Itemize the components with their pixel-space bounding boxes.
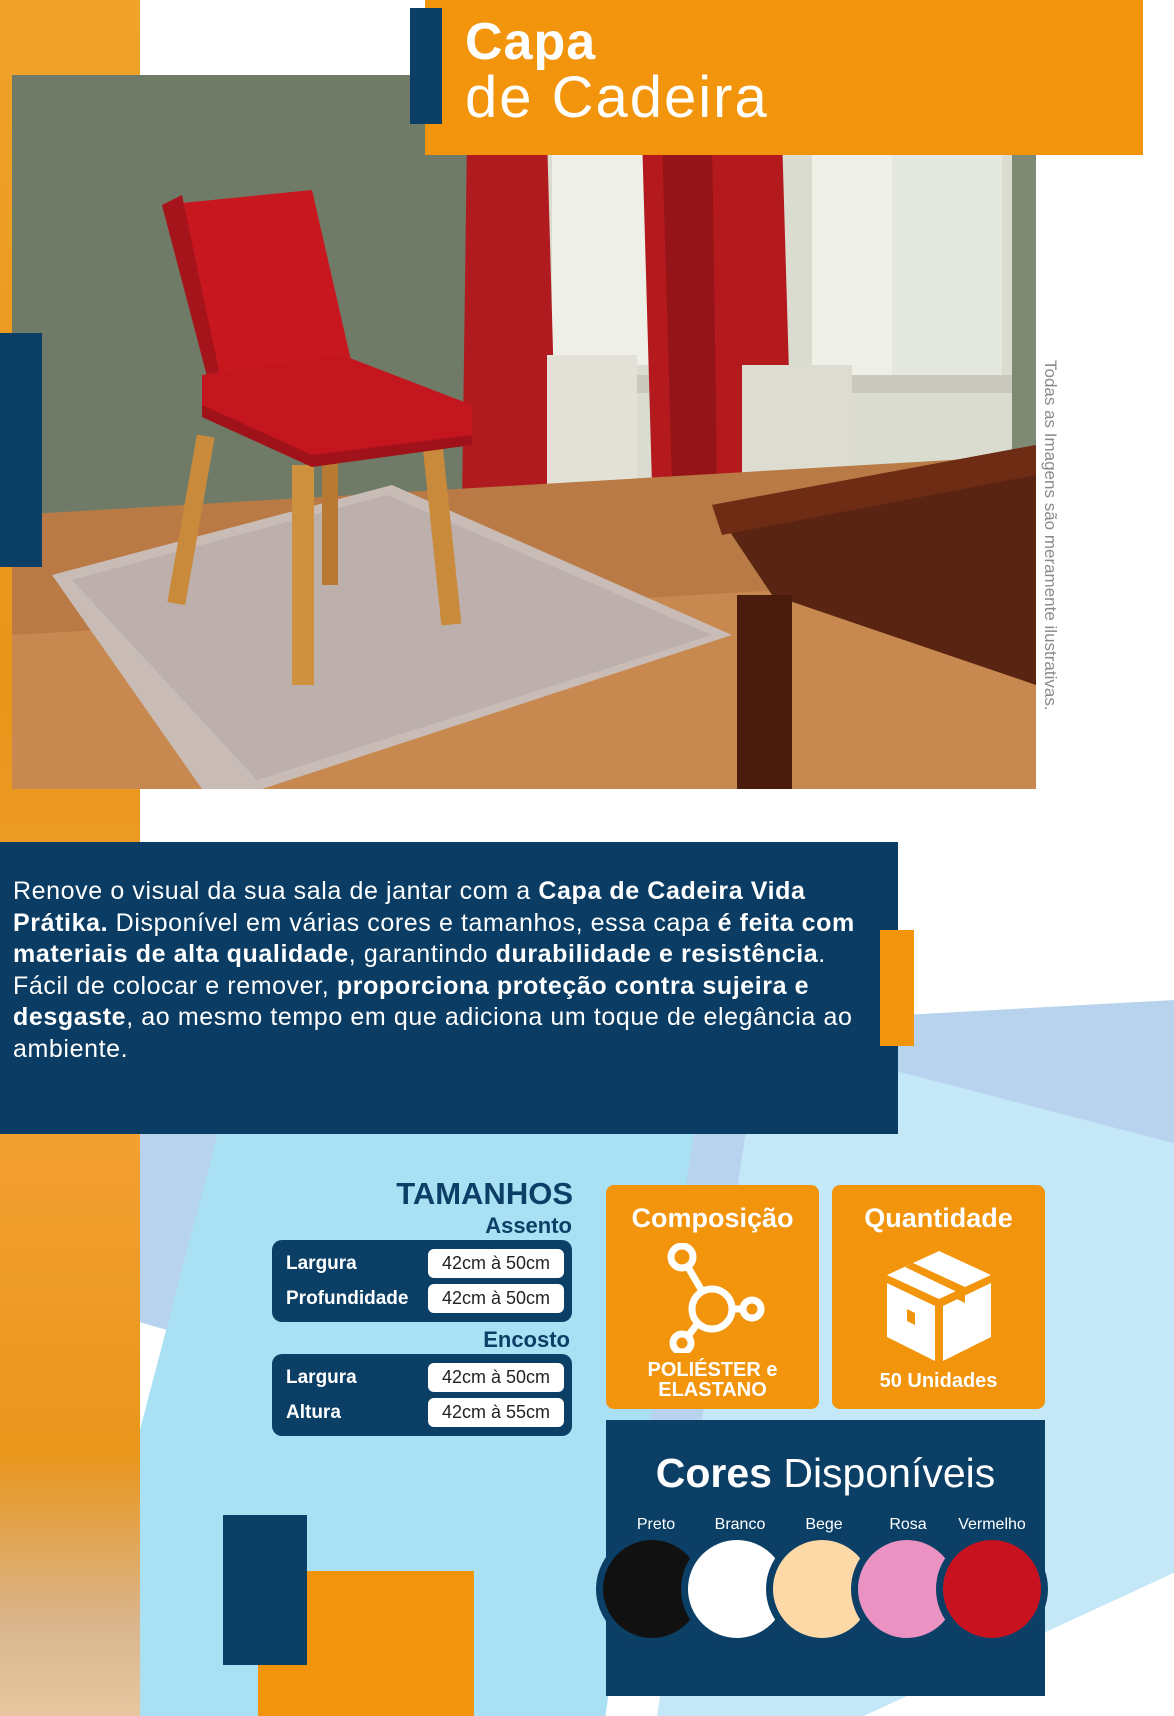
description-segment: Renove o visual da sua sala de jantar com a [13, 877, 539, 905]
decor-navy-square [223, 1515, 307, 1665]
molecule-icon [658, 1243, 768, 1358]
photo-left-accent [0, 333, 42, 567]
size-label: Altura [286, 1401, 341, 1423]
description-text [13, 876, 873, 1065]
left-decor-strip-bottom [0, 1135, 140, 1716]
disclaimer-text: Todas as Imagens são meramente ilustrativas. [1041, 360, 1060, 711]
description-segment: , garantindo [348, 940, 496, 968]
size-label: Profundidade [286, 1287, 409, 1309]
size-label: Largura [286, 1366, 357, 1388]
description-segment: Disponível em várias cores e tamanhos, essa capa [108, 908, 718, 937]
quantity-card [832, 1185, 1045, 1409]
size-label: Largura [286, 1252, 357, 1274]
description-accent [880, 930, 914, 1046]
size-row [286, 1395, 564, 1430]
size-row [286, 1246, 564, 1281]
size-value: 42cm à 50cm [428, 1284, 564, 1313]
size-row [286, 1360, 564, 1395]
back-size-table [272, 1354, 572, 1436]
description-segment: . Fácil de colocar e remover, [13, 940, 826, 1000]
seat-size-table [272, 1240, 572, 1322]
box-icon [879, 1243, 999, 1368]
composition-line2: ELASTANO [658, 1379, 767, 1401]
color-label-branco: Branco [714, 1516, 766, 1533]
composition-card [606, 1185, 819, 1409]
description-segment: durabilidade e resistência [495, 940, 819, 968]
color-swatch-vermelho[interactable] [936, 1533, 1048, 1645]
product-photo [12, 75, 1036, 789]
description-segment: Capa de Cadeira Vida Prátika. [13, 877, 806, 937]
quantity-value: 50 Unidades [879, 1370, 998, 1392]
color-label-vermelho: Vermelho [958, 1516, 1026, 1533]
color-label-preto: Preto [636, 1516, 676, 1533]
colors-title-bold: Cores [655, 1450, 772, 1496]
description-segment: é feita com materiais de alta qualidade [13, 908, 855, 968]
title-accent-bar [410, 8, 442, 124]
color-label-rosa: Rosa [889, 1516, 927, 1533]
colors-title [606, 1450, 1045, 1497]
back-title: Encosto [483, 1327, 570, 1352]
description-segment: , ao mesmo tempo em que adiciona um toque de elegância ao ambiente. [13, 1003, 853, 1063]
size-value: 42cm à 50cm [428, 1249, 564, 1278]
composition-value [606, 1360, 819, 1400]
composition-title: Composição [631, 1203, 794, 1233]
composition-line1: POLIÉSTER e [647, 1359, 778, 1381]
size-value: 42cm à 50cm [428, 1363, 564, 1392]
description-segment: proporciona proteção contra sujeira e desgaste [13, 971, 810, 1031]
sizes-title: TAMANHOS [396, 1176, 573, 1211]
colors-title-rest: Disponíveis [771, 1450, 996, 1496]
color-label-bege: Bege [805, 1516, 843, 1533]
quantity-title: Quantidade [864, 1203, 1013, 1233]
size-row [286, 1281, 564, 1316]
seat-title: Assento [485, 1213, 572, 1238]
page-title-line2: de Cadeira [465, 65, 769, 130]
page-title-line1: Capa [465, 13, 597, 71]
size-value: 42cm à 55cm [428, 1398, 564, 1427]
